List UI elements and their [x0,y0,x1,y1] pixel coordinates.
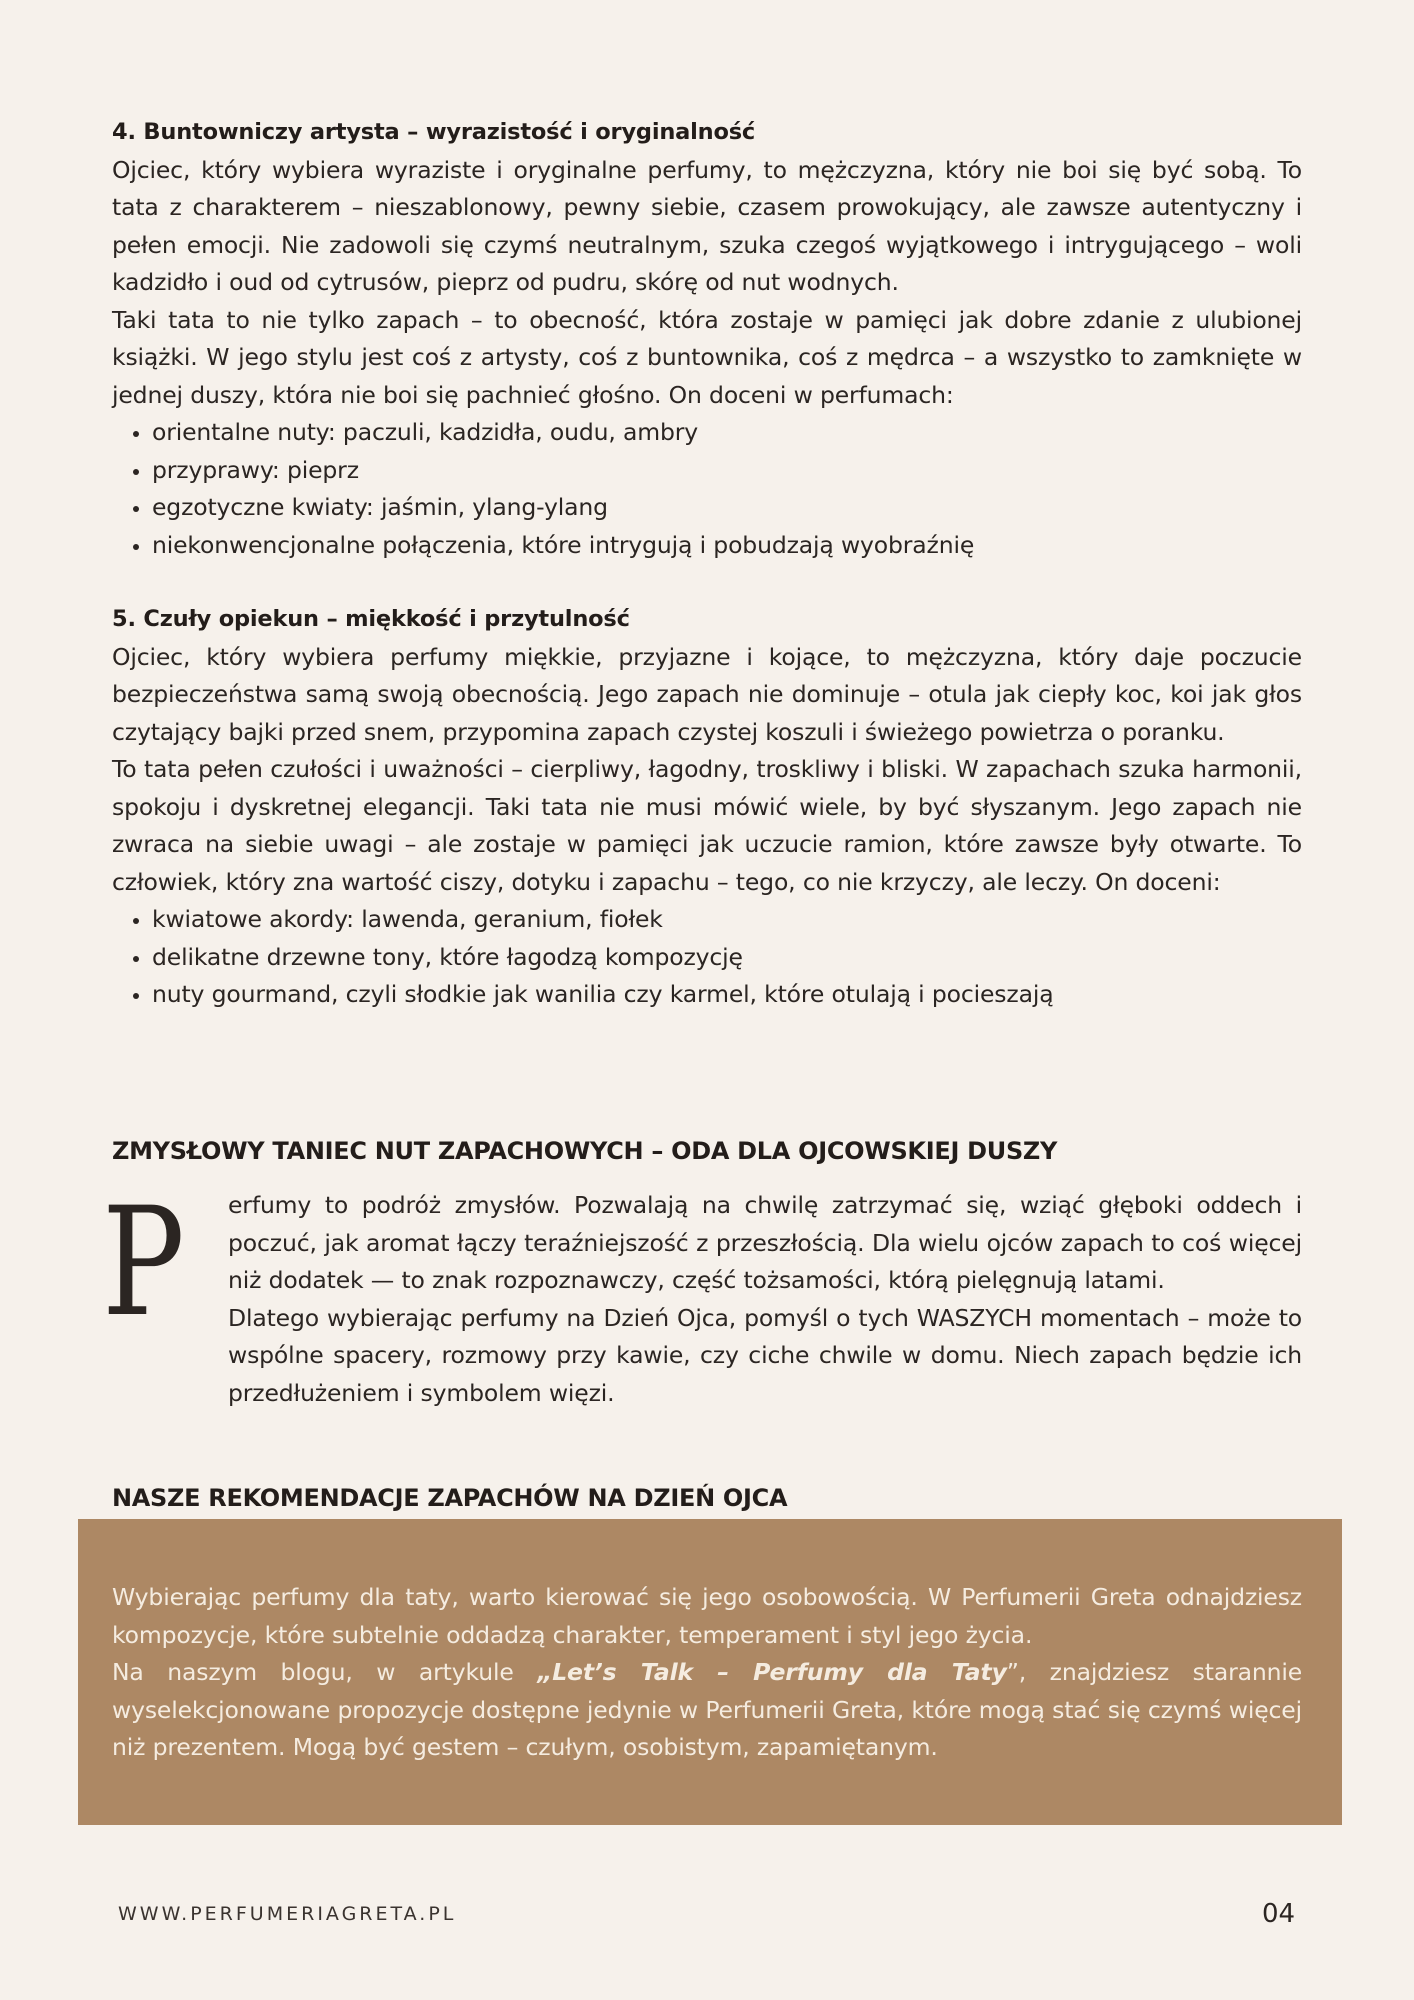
paragraph: Taki tata to nie tylko zapach – to obecność, która zostaje w pamięci jak dobre zdanie z ulubionej książki. W jego stylu jest coś z artysty, coś z buntownika, coś z mędrca – a wszystko to zamknięte w jednej duszy, która nie boi się pachnieć głośno. On doceni w perfumach: [112,305,1302,409]
list-item: • nuty gourmand, czyli słodkie jak wanilia czy karmel, które otulają i pocieszają [152,976,1302,1014]
zmyslowy-body [228,1187,1302,1412]
paragraph: To tata pełen czułości i uważności – cierpliwy, łagodny, troskliwy i bliski. W zapachach szuka harmonii, spokoju i dyskretnej elegancji. Taki tata nie musi mówić wiele, by być słyszanym. Jego zapach nie zwraca na siebie uwagi – ale zostaje w pamięci jak uczucie ramion, które zawsze były otwarte. To człowiek, który zna wartość ciszy, dotyku i zapachu – tego, co nie krzyczy, ale leczy. On doceni: [112,755,1302,896]
list-item: • delikatne drzewne tony, które łagodzą kompozycję [152,939,1302,977]
recommendation-box [78,1519,1342,1825]
section-buntowniczy-artysta [112,114,1302,564]
paragraph: Wybierając perfumy dla taty, warto kierować się jego osobowością. W Perfumerii Greta odnajdziesz kompozycje, które subtelnie oddadzą charakter, temperament i styl jego życia. [112,1583,1302,1649]
blog-article-link[interactable]: „Let’s Talk – Perfumy dla Taty [537,1658,1007,1686]
list-item: • kwiatowe akordy: lawenda, geranium, fiołek [152,901,1302,939]
section-heading: 5. Czuły opiekun – miękkość i przytulność [112,606,630,632]
paragraph: Ojciec, który wybiera perfumy miękkie, przyjazne i kojące, to mężczyzna, który daje poczucie bezpieczeństwa samą swoją obecnością. Jego zapach nie dominuje – otula jak ciepły koc, koi jak głos czytający bajki przed snem, przypomina zapach czystej koszuli i świeżego powietrza o poranku. [112,642,1302,746]
paragraph [112,1654,1302,1767]
bullet-list [112,901,1302,1014]
paragraph-text: Na naszym blogu, w artykule [112,1658,538,1686]
list-item: • przyprawy: pieprz [152,452,1302,490]
footer-website-url[interactable]: WWW.PERFUMERIAGRETA.PL [118,1903,457,1925]
paragraph: erfumy to podróż zmysłów. Pozwalają na chwilę zatrzymać się, wziąć głęboki oddech i poczuć, jak aromat łączy teraźniejszość z przeszłością. Dla wielu ojców zapach to coś więcej niż dodatek — to znak rozpoznawczy, część tożsamości, którą pielęgnują latami. [228,1191,1302,1294]
paragraph: Ojciec, który wybiera wyraziste i oryginalne perfumy, to mężczyzna, który nie boi się być sobą. To tata z charakterem – nieszablonowy, pewny siebie, czasem prowokujący, ale zawsze autentyczny i pełen emocji. Nie zadowoli się czymś neutralnym, szuka czegoś wyjątkowego i intrygującego – woli kadzidło i oud od cytrusów, pieprz od pudru, skórę od nut wodnych. [112,155,1302,296]
paragraph-text: ”, znajdziesz starannie wyselekcjonowane propozycje dostępne jedynie w Perfumerii Greta, które mogą stać się czymś więcej niż prezentem. Mogą być gestem – czułym, osobistym, zapamiętanym. [112,1658,1303,1761]
recommendation-text [112,1579,1302,1767]
page-number: 04 [1262,1899,1296,1929]
section-title-rekomendacje: NASZE REKOMENDACJE ZAPACHÓW NA DZIEŃ OJCA [112,1484,788,1512]
bullet-list [112,414,1302,564]
section-heading: 4. Buntowniczy artysta – wyrazistość i oryginalność [112,119,756,145]
list-item: • niekonwencjonalne połączenia, które intrygują i pobudzają wyobraźnię [152,527,1302,565]
list-item: • egzotyczne kwiaty: jaśmin, ylang-ylang [152,489,1302,527]
section-title-zmyslowy: ZMYSŁOWY TANIEC NUT ZAPACHOWYCH – ODA DLA OJCOWSKIEJ DUSZY [112,1137,1058,1165]
paragraph: Dlatego wybierając perfumy na Dzień Ojca, pomyśl o tych WASZYCH momentach – może to wspólne spacery, rozmowy przy kawie, czy ciche chwile w domu. Niech zapach będzie ich przedłużeniem i symbolem więzi. [228,1303,1302,1407]
list-item: • orientalne nuty: paczuli, kadzidła, oudu, ambry [152,414,1302,452]
section-czuly-opiekun [112,601,1302,1014]
drop-cap: P [102,1176,185,1350]
